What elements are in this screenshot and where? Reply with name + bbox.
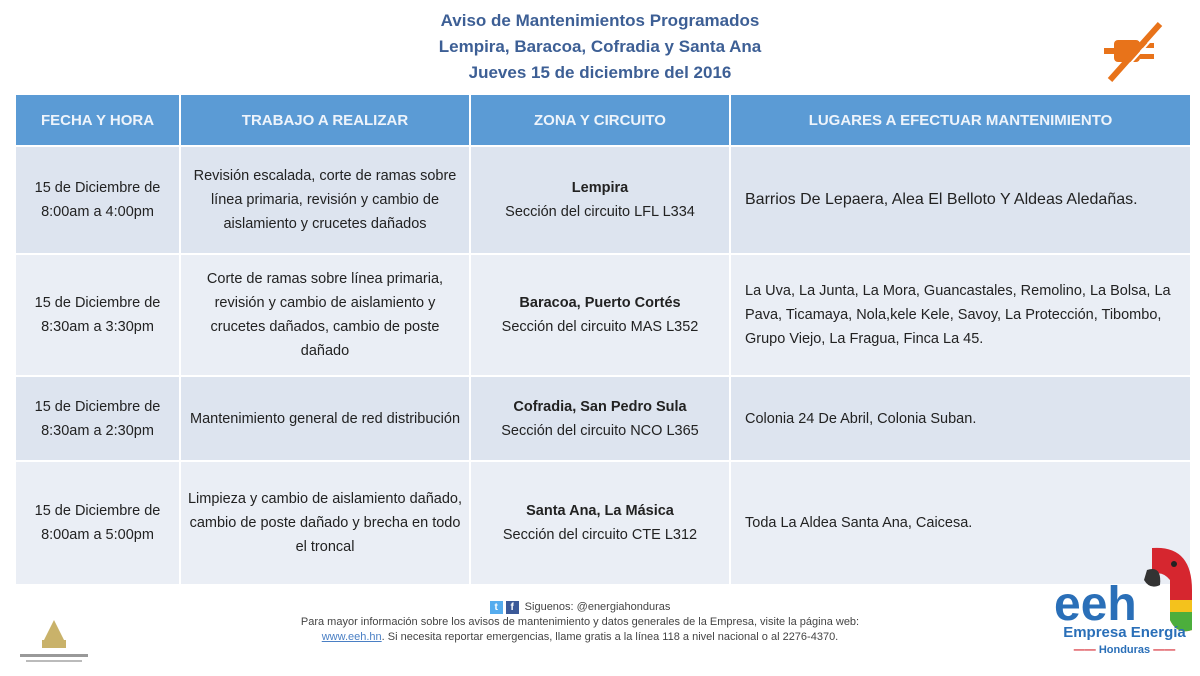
zona-name: Baracoa, Puerto Cortés bbox=[519, 295, 681, 311]
lugares-cell: Colonia 24 De Abril, Colonia Suban. bbox=[730, 376, 1191, 461]
circuito: Sección del circuito LFL L334 bbox=[505, 204, 695, 220]
circuito: Sección del circuito CTE L312 bbox=[502, 527, 698, 543]
trabajo-cell: Revisión escalada, corte de ramas sobre línea primaria, revisión y cambio de aislamiento y crucetes dañados bbox=[180, 146, 470, 254]
title-line-1: Aviso de Mantenimientos Programados bbox=[440, 11, 760, 30]
facebook-icon[interactable]: f bbox=[506, 601, 519, 614]
table-row bbox=[16, 146, 1191, 254]
fecha-cell: 15 de Diciembre de 8:30am a 3:30pm bbox=[16, 254, 180, 376]
logo-country-row: —— Honduras —— bbox=[1073, 644, 1176, 656]
zona-name: Santa Ana, La Másica bbox=[526, 503, 674, 519]
trabajo-cell: Mantenimiento general de red distribución bbox=[180, 376, 470, 461]
header-lugares: LUGARES A EFECTUAR MANTENIMIENTO bbox=[730, 95, 1191, 146]
zona-cell bbox=[470, 376, 730, 461]
footer-emergency: . Si necesita reportar emergencias, llame gratis a la línea 118 a nivel nacional o al 2276-4370. bbox=[381, 631, 839, 643]
footer bbox=[280, 600, 880, 645]
fecha-cell: 15 de Diciembre de 8:00am a 4:00pm bbox=[16, 146, 180, 254]
footer-info: Para mayor información sobre los avisos de mantenimiento y datos generales de la Empresa, visite la página web: bbox=[300, 616, 860, 628]
header-fecha: FECHA Y HORA bbox=[16, 95, 180, 146]
lugares-cell: Barrios De Lepaera, Alea El Belloto Y Aldeas Aledañas. bbox=[730, 146, 1191, 254]
header-trabajo: TRABAJO A REALIZAR bbox=[180, 95, 470, 146]
zona-cell bbox=[470, 146, 730, 254]
fecha-cell: 15 de Diciembre de 8:30am a 2:30pm bbox=[16, 376, 180, 461]
lugares-cell: La Uva, La Junta, La Mora, Guancastales, Remolino, La Bolsa, La Pava, Ticamaya, Nola,kele Kele, Savoy, La Protección, Tibombo, Grupo Viejo, La Fragua, Finca La 45. bbox=[730, 254, 1191, 376]
trabajo-cell: Corte de ramas sobre línea primaria, revisión y cambio de aislamiento y crucetes dañados, cambio de poste dañado bbox=[180, 254, 470, 376]
zona-name: Lempira bbox=[571, 180, 629, 196]
logo-country: Honduras bbox=[1098, 644, 1151, 656]
logo-name: Empresa Energía bbox=[1063, 624, 1186, 641]
zona-cell bbox=[470, 461, 730, 584]
table-row bbox=[16, 376, 1191, 461]
lugares-cell: Toda La Aldea Santa Ana, Caicesa. bbox=[730, 461, 1191, 584]
table-row bbox=[16, 461, 1191, 584]
header-zona: ZONA Y CIRCUITO bbox=[470, 95, 730, 146]
eeh-logo bbox=[1052, 540, 1197, 670]
title-line-3: Jueves 15 de diciembre del 2016 bbox=[468, 63, 732, 82]
eeh-logo-text: eeh bbox=[1054, 578, 1137, 631]
fecha-cell: 15 de Diciembre de 8:00am a 5:00pm bbox=[16, 461, 180, 584]
title-line-2: Lempira, Baracoa, Cofradia y Santa Ana bbox=[438, 37, 762, 56]
twitter-icon[interactable]: t bbox=[490, 601, 503, 614]
circuito: Sección del circuito MAS L352 bbox=[501, 319, 699, 335]
zona-cell bbox=[470, 254, 730, 376]
zona-name: Cofradia, San Pedro Sula bbox=[513, 398, 687, 415]
circuito: Sección del circuito NCO L365 bbox=[501, 422, 699, 439]
table-row bbox=[16, 254, 1191, 376]
website-link[interactable]: www.eeh.hn bbox=[321, 631, 382, 643]
social-handle: Siguenos: @energiahonduras bbox=[524, 601, 671, 613]
maintenance-table bbox=[16, 95, 1192, 584]
government-seal-icon bbox=[14, 610, 94, 670]
plug-icon bbox=[1100, 18, 1170, 88]
page-title bbox=[300, 8, 900, 86]
trabajo-cell: Limpieza y cambio de aislamiento dañado, cambio de poste dañado y brecha en todo el troncal bbox=[180, 461, 470, 584]
